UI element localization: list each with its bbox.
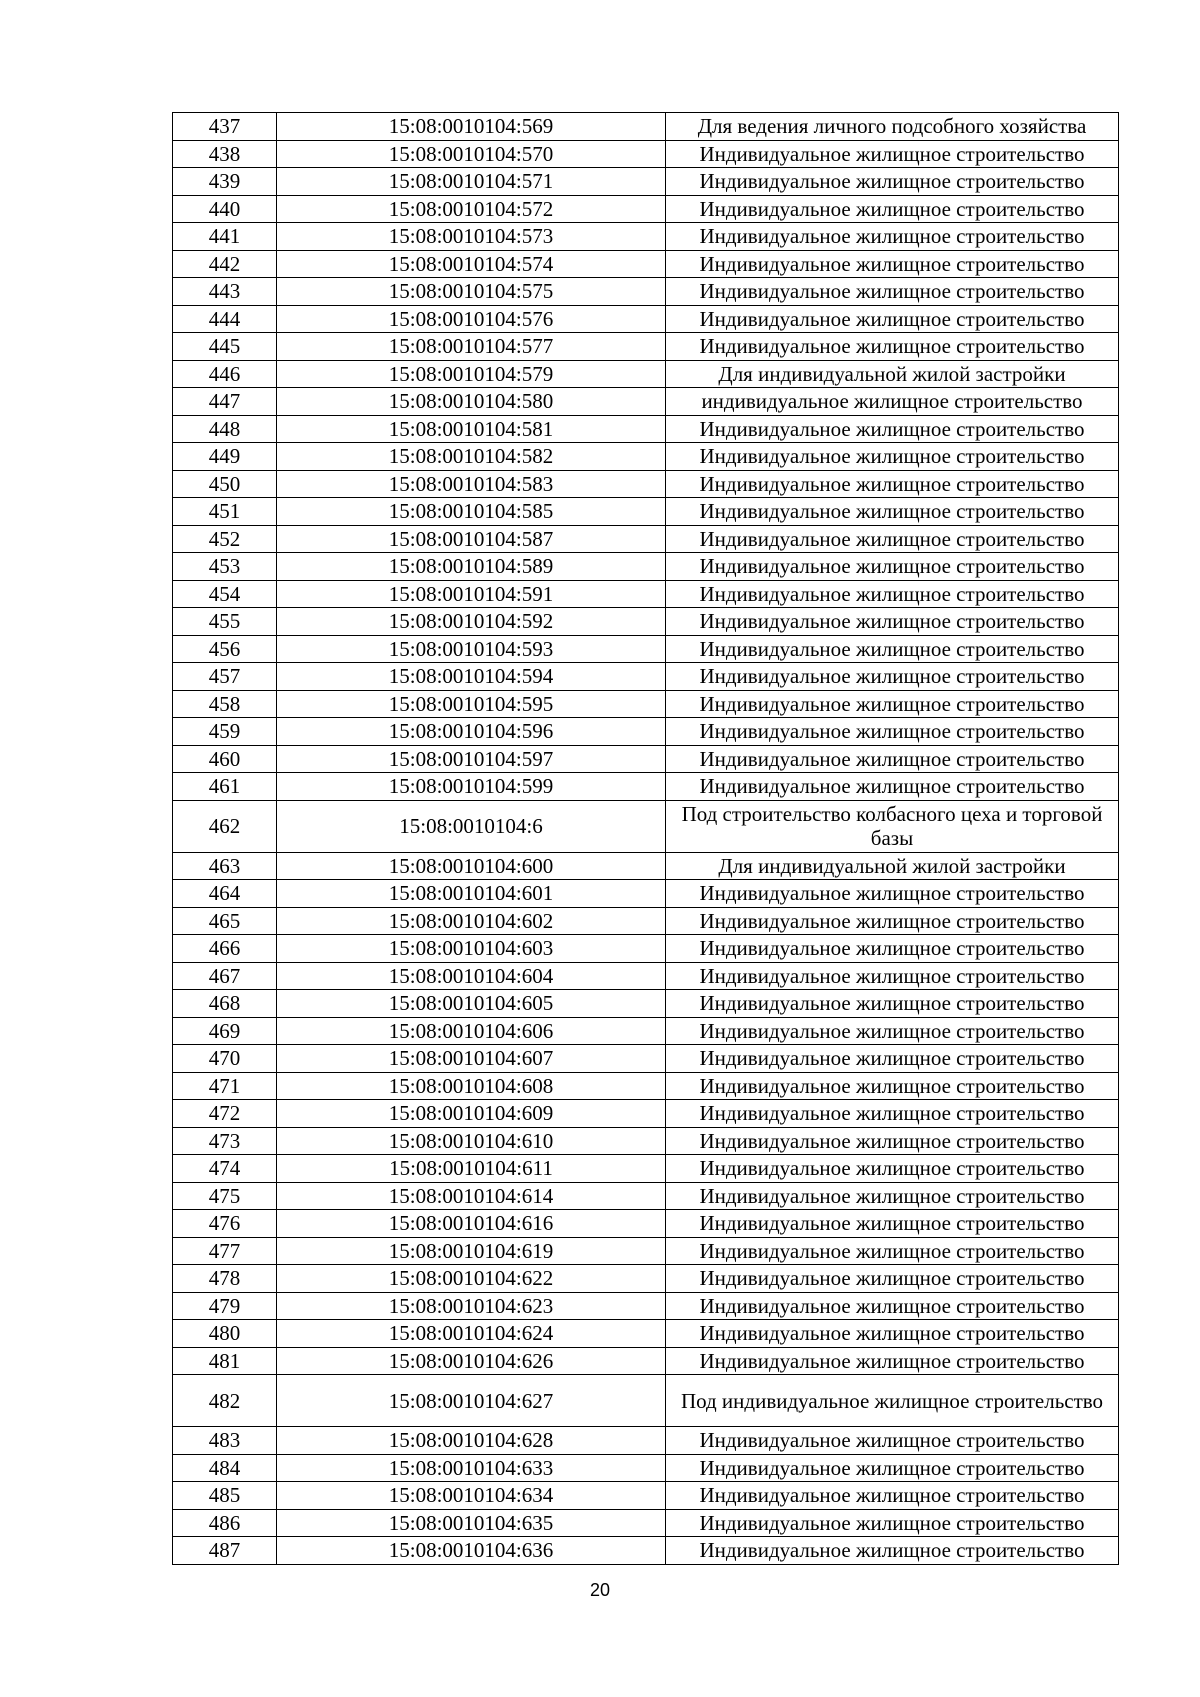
land-use-cell: Индивидуальное жилищное строительство: [666, 580, 1119, 608]
table-row: [173, 1100, 1119, 1128]
cadastral-number-cell: 15:08:0010104:614: [277, 1182, 666, 1210]
table-row: [173, 580, 1119, 608]
row-number-cell: 478: [173, 1265, 277, 1293]
table-row: [173, 745, 1119, 773]
row-number-cell: 469: [173, 1017, 277, 1045]
row-number-cell: 461: [173, 773, 277, 801]
table-row: [173, 907, 1119, 935]
land-use-cell: Для индивидуальной жилой застройки: [666, 360, 1119, 388]
land-use-cell: Индивидуальное жилищное строительство: [666, 935, 1119, 963]
land-use-cell: Индивидуальное жилищное строительство: [666, 525, 1119, 553]
table-row: [173, 195, 1119, 223]
cadastral-number-cell: 15:08:0010104:592: [277, 608, 666, 636]
cadastral-number-cell: 15:08:0010104:585: [277, 498, 666, 526]
land-use-cell: Для индивидуальной жилой застройки: [666, 852, 1119, 880]
table-row: [173, 333, 1119, 361]
table-row: [173, 388, 1119, 416]
cadastral-number-cell: 15:08:0010104:576: [277, 305, 666, 333]
land-use-cell: Индивидуальное жилищное строительство: [666, 553, 1119, 581]
land-use-cell: Индивидуальное жилищное строительство: [666, 635, 1119, 663]
table-row: [173, 718, 1119, 746]
row-number-cell: 444: [173, 305, 277, 333]
land-use-cell: Индивидуальное жилищное строительство: [666, 690, 1119, 718]
land-plots-table: [172, 112, 1119, 1565]
row-number-cell: 459: [173, 718, 277, 746]
table-row: [173, 608, 1119, 636]
row-number-cell: 479: [173, 1292, 277, 1320]
row-number-cell: 462: [173, 800, 277, 852]
land-use-cell: Индивидуальное жилищное строительство: [666, 470, 1119, 498]
land-use-cell: Индивидуальное жилищное строительство: [666, 1320, 1119, 1348]
land-use-cell: индивидуальное жилищное строительство: [666, 388, 1119, 416]
row-number-cell: 484: [173, 1454, 277, 1482]
cadastral-number-cell: 15:08:0010104:570: [277, 140, 666, 168]
land-use-cell: Индивидуальное жилищное строительство: [666, 415, 1119, 443]
land-use-cell: Индивидуальное жилищное строительство: [666, 962, 1119, 990]
cadastral-number-cell: 15:08:0010104:600: [277, 852, 666, 880]
cadastral-number-cell: 15:08:0010104:575: [277, 278, 666, 306]
cadastral-number-cell: 15:08:0010104:593: [277, 635, 666, 663]
land-use-cell: Индивидуальное жилищное строительство: [666, 223, 1119, 251]
land-use-cell: Индивидуальное жилищное строительство: [666, 773, 1119, 801]
row-number-cell: 456: [173, 635, 277, 663]
land-use-cell: Для ведения личного подсобного хозяйства: [666, 113, 1119, 141]
table-row: [173, 443, 1119, 471]
table-row: [173, 1320, 1119, 1348]
table-row: [173, 773, 1119, 801]
land-use-cell: Индивидуальное жилищное строительство: [666, 1155, 1119, 1183]
land-use-cell: Индивидуальное жилищное строительство: [666, 278, 1119, 306]
land-use-cell: Под строительство колбасного цеха и торговой базы: [666, 800, 1119, 852]
cadastral-number-cell: 15:08:0010104:6: [277, 800, 666, 852]
table-row: [173, 990, 1119, 1018]
cadastral-number-cell: 15:08:0010104:605: [277, 990, 666, 1018]
table-row: [173, 1347, 1119, 1375]
cadastral-number-cell: 15:08:0010104:599: [277, 773, 666, 801]
table-row: [173, 1182, 1119, 1210]
land-use-cell: Индивидуальное жилищное строительство: [666, 1265, 1119, 1293]
row-number-cell: 446: [173, 360, 277, 388]
cadastral-number-cell: 15:08:0010104:601: [277, 880, 666, 908]
table-row: [173, 663, 1119, 691]
table-row: [173, 1017, 1119, 1045]
land-use-cell: Индивидуальное жилищное строительство: [666, 1482, 1119, 1510]
land-use-cell: Индивидуальное жилищное строительство: [666, 1347, 1119, 1375]
row-number-cell: 458: [173, 690, 277, 718]
cadastral-number-cell: 15:08:0010104:607: [277, 1045, 666, 1073]
table-row: [173, 1292, 1119, 1320]
row-number-cell: 447: [173, 388, 277, 416]
land-use-cell: Индивидуальное жилищное строительство: [666, 1237, 1119, 1265]
row-number-cell: 475: [173, 1182, 277, 1210]
land-use-cell: Индивидуальное жилищное строительство: [666, 1509, 1119, 1537]
cadastral-number-cell: 15:08:0010104:577: [277, 333, 666, 361]
row-number-cell: 468: [173, 990, 277, 1018]
row-number-cell: 455: [173, 608, 277, 636]
table-row: [173, 635, 1119, 663]
cadastral-number-cell: 15:08:0010104:619: [277, 1237, 666, 1265]
row-number-cell: 457: [173, 663, 277, 691]
table-row: [173, 962, 1119, 990]
table-row: [173, 140, 1119, 168]
row-number-cell: 467: [173, 962, 277, 990]
table-row: [173, 1427, 1119, 1455]
row-number-cell: 487: [173, 1537, 277, 1565]
cadastral-number-cell: 15:08:0010104:571: [277, 168, 666, 196]
cadastral-number-cell: 15:08:0010104:580: [277, 388, 666, 416]
cadastral-number-cell: 15:08:0010104:572: [277, 195, 666, 223]
land-use-cell: Индивидуальное жилищное строительство: [666, 1045, 1119, 1073]
row-number-cell: 482: [173, 1375, 277, 1427]
land-use-cell: Индивидуальное жилищное строительство: [666, 1017, 1119, 1045]
row-number-cell: 485: [173, 1482, 277, 1510]
cadastral-number-cell: 15:08:0010104:597: [277, 745, 666, 773]
row-number-cell: 454: [173, 580, 277, 608]
table-row: [173, 360, 1119, 388]
row-number-cell: 438: [173, 140, 277, 168]
land-use-cell: Под индивидуальное жилищное строительство: [666, 1375, 1119, 1427]
table-row: [173, 168, 1119, 196]
cadastral-number-cell: 15:08:0010104:628: [277, 1427, 666, 1455]
row-number-cell: 464: [173, 880, 277, 908]
land-use-cell: Индивидуальное жилищное строительство: [666, 608, 1119, 636]
row-number-cell: 480: [173, 1320, 277, 1348]
row-number-cell: 449: [173, 443, 277, 471]
land-use-cell: Индивидуальное жилищное строительство: [666, 1210, 1119, 1238]
row-number-cell: 460: [173, 745, 277, 773]
land-use-cell: Индивидуальное жилищное строительство: [666, 1100, 1119, 1128]
row-number-cell: 472: [173, 1100, 277, 1128]
table-row: [173, 305, 1119, 333]
row-number-cell: 477: [173, 1237, 277, 1265]
land-use-cell: Индивидуальное жилищное строительство: [666, 880, 1119, 908]
table-row: [173, 690, 1119, 718]
table-row: [173, 250, 1119, 278]
table-row: [173, 1537, 1119, 1565]
table-row: [173, 800, 1119, 852]
table-row: [173, 470, 1119, 498]
row-number-cell: 466: [173, 935, 277, 963]
cadastral-number-cell: 15:08:0010104:583: [277, 470, 666, 498]
table-row: [173, 415, 1119, 443]
row-number-cell: 440: [173, 195, 277, 223]
land-use-cell: Индивидуальное жилищное строительство: [666, 305, 1119, 333]
table-row: [173, 223, 1119, 251]
row-number-cell: 470: [173, 1045, 277, 1073]
row-number-cell: 450: [173, 470, 277, 498]
cadastral-number-cell: 15:08:0010104:608: [277, 1072, 666, 1100]
table-row: [173, 1155, 1119, 1183]
table-row: [173, 1509, 1119, 1537]
cadastral-number-cell: 15:08:0010104:579: [277, 360, 666, 388]
row-number-cell: 463: [173, 852, 277, 880]
cadastral-number-cell: 15:08:0010104:591: [277, 580, 666, 608]
row-number-cell: 443: [173, 278, 277, 306]
table-row: [173, 880, 1119, 908]
table-body: [173, 113, 1119, 1565]
land-use-cell: Индивидуальное жилищное строительство: [666, 140, 1119, 168]
land-use-cell: Индивидуальное жилищное строительство: [666, 1454, 1119, 1482]
row-number-cell: 473: [173, 1127, 277, 1155]
table-row: [173, 935, 1119, 963]
cadastral-number-cell: 15:08:0010104:622: [277, 1265, 666, 1293]
page-number: 20: [589, 1580, 611, 1600]
row-number-cell: 442: [173, 250, 277, 278]
land-use-cell: Индивидуальное жилищное строительство: [666, 1427, 1119, 1455]
row-number-cell: 452: [173, 525, 277, 553]
cadastral-number-cell: 15:08:0010104:610: [277, 1127, 666, 1155]
cadastral-number-cell: 15:08:0010104:589: [277, 553, 666, 581]
table-row: [173, 1375, 1119, 1427]
cadastral-number-cell: 15:08:0010104:611: [277, 1155, 666, 1183]
table-row: [173, 1454, 1119, 1482]
cadastral-number-cell: 15:08:0010104:624: [277, 1320, 666, 1348]
cadastral-number-cell: 15:08:0010104:627: [277, 1375, 666, 1427]
land-use-cell: Индивидуальное жилищное строительство: [666, 1072, 1119, 1100]
land-use-cell: Индивидуальное жилищное строительство: [666, 907, 1119, 935]
cadastral-number-cell: 15:08:0010104:596: [277, 718, 666, 746]
table-row: [173, 1237, 1119, 1265]
land-use-cell: Индивидуальное жилищное строительство: [666, 498, 1119, 526]
cadastral-number-cell: 15:08:0010104:606: [277, 1017, 666, 1045]
row-number-cell: 445: [173, 333, 277, 361]
cadastral-number-cell: 15:08:0010104:594: [277, 663, 666, 691]
cadastral-number-cell: 15:08:0010104:582: [277, 443, 666, 471]
row-number-cell: 471: [173, 1072, 277, 1100]
row-number-cell: 448: [173, 415, 277, 443]
row-number-cell: 465: [173, 907, 277, 935]
land-use-cell: Индивидуальное жилищное строительство: [666, 333, 1119, 361]
cadastral-number-cell: 15:08:0010104:616: [277, 1210, 666, 1238]
table-row: [173, 553, 1119, 581]
land-use-cell: Индивидуальное жилищное строительство: [666, 1537, 1119, 1565]
table-row: [173, 498, 1119, 526]
row-number-cell: 441: [173, 223, 277, 251]
row-number-cell: 474: [173, 1155, 277, 1183]
land-use-cell: Индивидуальное жилищное строительство: [666, 443, 1119, 471]
table-row: [173, 278, 1119, 306]
land-use-cell: Индивидуальное жилищное строительство: [666, 745, 1119, 773]
row-number-cell: 476: [173, 1210, 277, 1238]
land-use-cell: Индивидуальное жилищное строительство: [666, 250, 1119, 278]
table-row: [173, 1482, 1119, 1510]
cadastral-number-cell: 15:08:0010104:573: [277, 223, 666, 251]
land-use-cell: Индивидуальное жилищное строительство: [666, 1182, 1119, 1210]
table-row: [173, 113, 1119, 141]
cadastral-number-cell: 15:08:0010104:602: [277, 907, 666, 935]
land-use-cell: Индивидуальное жилищное строительство: [666, 1292, 1119, 1320]
cadastral-number-cell: 15:08:0010104:609: [277, 1100, 666, 1128]
cadastral-number-cell: 15:08:0010104:587: [277, 525, 666, 553]
cadastral-number-cell: 15:08:0010104:574: [277, 250, 666, 278]
cadastral-number-cell: 15:08:0010104:634: [277, 1482, 666, 1510]
row-number-cell: 481: [173, 1347, 277, 1375]
land-use-cell: Индивидуальное жилищное строительство: [666, 663, 1119, 691]
table-row: [173, 1072, 1119, 1100]
land-plots-table-container: [172, 112, 1118, 1565]
cadastral-number-cell: 15:08:0010104:633: [277, 1454, 666, 1482]
row-number-cell: 451: [173, 498, 277, 526]
table-row: [173, 1045, 1119, 1073]
land-use-cell: Индивидуальное жилищное строительство: [666, 1127, 1119, 1155]
table-row: [173, 1265, 1119, 1293]
land-use-cell: Индивидуальное жилищное строительство: [666, 168, 1119, 196]
cadastral-number-cell: 15:08:0010104:581: [277, 415, 666, 443]
cadastral-number-cell: 15:08:0010104:603: [277, 935, 666, 963]
cadastral-number-cell: 15:08:0010104:569: [277, 113, 666, 141]
cadastral-number-cell: 15:08:0010104:626: [277, 1347, 666, 1375]
table-row: [173, 525, 1119, 553]
land-use-cell: Индивидуальное жилищное строительство: [666, 990, 1119, 1018]
cadastral-number-cell: 15:08:0010104:595: [277, 690, 666, 718]
row-number-cell: 437: [173, 113, 277, 141]
cadastral-number-cell: 15:08:0010104:635: [277, 1509, 666, 1537]
table-row: [173, 852, 1119, 880]
cadastral-number-cell: 15:08:0010104:604: [277, 962, 666, 990]
row-number-cell: 483: [173, 1427, 277, 1455]
land-use-cell: Индивидуальное жилищное строительство: [666, 718, 1119, 746]
row-number-cell: 486: [173, 1509, 277, 1537]
table-row: [173, 1127, 1119, 1155]
row-number-cell: 439: [173, 168, 277, 196]
cadastral-number-cell: 15:08:0010104:623: [277, 1292, 666, 1320]
row-number-cell: 453: [173, 553, 277, 581]
land-use-cell: Индивидуальное жилищное строительство: [666, 195, 1119, 223]
cadastral-number-cell: 15:08:0010104:636: [277, 1537, 666, 1565]
table-row: [173, 1210, 1119, 1238]
